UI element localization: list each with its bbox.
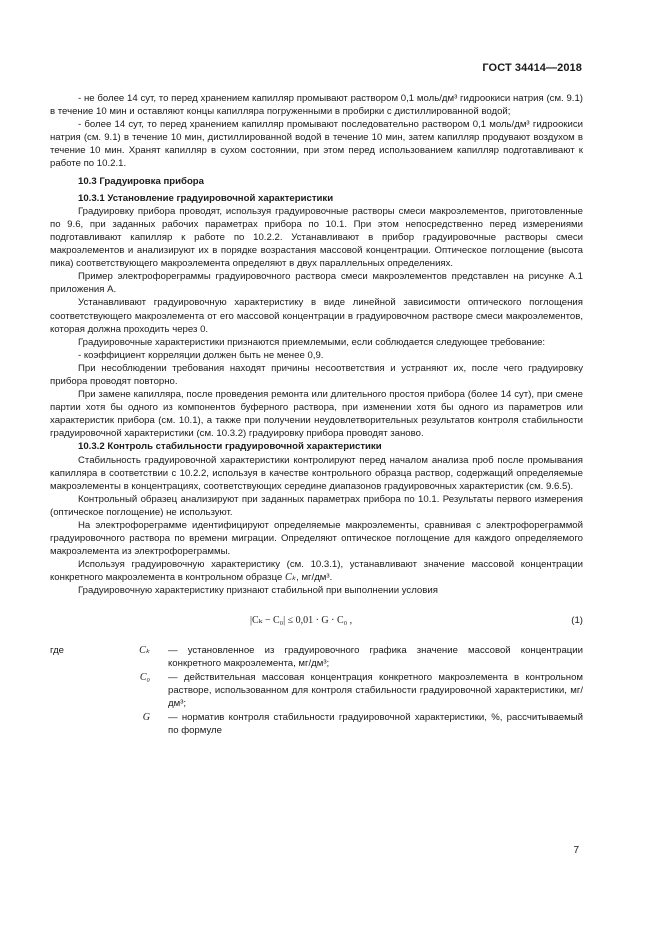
paragraph: - не более 14 сут, то перед хранением капилляр промывают раствором 0,1 моль/дм³ гидроокиси натрия (см. 9.1) в течение 10 мин и оставляют концы капилляра погруженными в пробирки с дистиллированной водой; xyxy=(50,93,583,118)
definition-symbol: Cₖ xyxy=(139,644,150,656)
paragraph-text: , мг/дм³. xyxy=(296,572,333,584)
definition-symbol: C₀ xyxy=(139,671,150,683)
paragraph: - более 14 сут, то перед хранением капилляр промывают последовательно раствором 0,1 моль/дм³ гидроокиси натрия (см. 9.1) в течение 10 мин, дистиллированной водой в течение 10 мин, затем капилляр продувают воздухом в течение 10 мин. Хранят капилляр в сухом состоянии, при этом перед использованием капилляр подготавливают к работе по 10.2.1. xyxy=(50,119,583,170)
formula-expression: |Cₖ − C₀| ≤ 0,01 · G · C₀ , xyxy=(250,614,353,626)
definition-symbol: G xyxy=(142,712,150,724)
paragraph: Пример электрофореграммы градуировочного раствора смеси макроэлементов представлен на рисунке А.1 приложения А. xyxy=(50,271,583,296)
section-heading-10-3-1: 10.3.1 Установление градуировочной характеристики xyxy=(78,192,334,204)
paragraph-text: Используя градуировочную характеристику (см. 10.3.1), устанавливают значение массовой концентрации конкретного макроэлемента в контрольном образце xyxy=(50,559,583,584)
paragraph: При замене капилляра, после проведения ремонта или длительного простоя прибора (более 14 сут), при смене партии хотя бы одного из компонентов буферного раствора, при изменении хотя бы одного из параметров или характеристик прибора (см. 10.1), а также при получении неудовлетворительных результатов контроля стабильности градуировочной характеристики (см. 10.3.2) градуировку прибора проводят заново. xyxy=(50,389,583,440)
list-item: - коэффициент корреляции должен быть не менее 0,9. xyxy=(78,349,324,361)
definition-text: — норматив контроля стабильности градуировочной характеристики, %, рассчитываемый по формуле xyxy=(168,712,583,737)
definition-item xyxy=(50,711,583,737)
paragraph: Градуировочные характеристики признаются приемлемыми, если соблюдается следующее требование: xyxy=(78,336,546,348)
document-code: ГОСТ 34414—2018 xyxy=(482,62,582,74)
formula-1 xyxy=(50,606,583,636)
section-heading-10-3-2: 10.3.2 Контроль стабильности градуировочной характеристики xyxy=(78,441,382,453)
document-body xyxy=(50,92,583,738)
paragraph: Стабильность градуировочной характеристики контролируют перед началом анализа проб после промывания капилляра в соответствии с 10.2.2, используя в качестве контрольного образца раствор, содержащий определяемые макроэлементы в концентрациях, соответствующих середине диапазонов градуировочных характеристик (см. 9.6.5). xyxy=(50,454,583,492)
where-label: где xyxy=(50,644,65,656)
formula-number: (1) xyxy=(571,614,583,626)
paragraph: Контрольный образец анализируют при заданных параметрах прибора по 10.1. Результаты первого измерения (оптическое поглощение) не используют. xyxy=(50,493,583,518)
paragraph xyxy=(50,558,583,584)
symbol-ck: Cₖ xyxy=(284,572,297,584)
paragraph: Градуировку прибора проводят, используя градуировочные растворы смеси макроэлементов, приготовленные по 9.6, при заданных рабочих параметрах прибора по 10.1. При этом непосредственно перед измерениями подготавливают капилляр к работе по 10.2.2. Устанавливают в прибор градуировочные растворы смеси макроэлементов и анализируют их в порядке возрастания массовой концентрации. Оптическое поглощение (высота пика) соответствующего макроэлемента определяют в двух параллельных определениях. xyxy=(50,205,583,270)
page-number: 7 xyxy=(573,845,579,856)
definition-item xyxy=(50,644,583,670)
variable-definitions xyxy=(50,644,583,738)
definition-item xyxy=(50,671,583,710)
paragraph: Устанавливают градуировочную характеристику в виде линейной зависимости оптического поглощения соответствующего макроэлемента от его массовой концентрации в градуировочном растворе смеси макроэлементов, которая должна проходить через 0. xyxy=(50,297,583,335)
paragraph: На электрофореграмме идентифицируют определяемые макроэлементы, сравнивая с электрофореграммой градуировочного раствора по времени миграции. Определяют оптическое поглощение для каждого определяемого макроэлемента из электрофореграммы. xyxy=(50,520,583,558)
paragraph: При несоблюдении требования находят причины несоответствия и устраняют их, после чего градуировку прибора проводят повторно. xyxy=(50,362,583,387)
definition-text: — установленное из градуировочного графика значение массовой концентрации конкретного макроэлемента, мг/дм³; xyxy=(168,644,583,669)
section-heading-10-3: 10.3 Градуировка прибора xyxy=(78,175,205,187)
paragraph: Градуировочную характеристику признают стабильной при выполнении условия xyxy=(78,585,438,597)
definition-text: — действительная массовая концентрация конкретного макроэлемента в контрольном растворе, использованном для контроля стабильности градуировочной характеристики, мг/дм³; xyxy=(168,671,583,709)
